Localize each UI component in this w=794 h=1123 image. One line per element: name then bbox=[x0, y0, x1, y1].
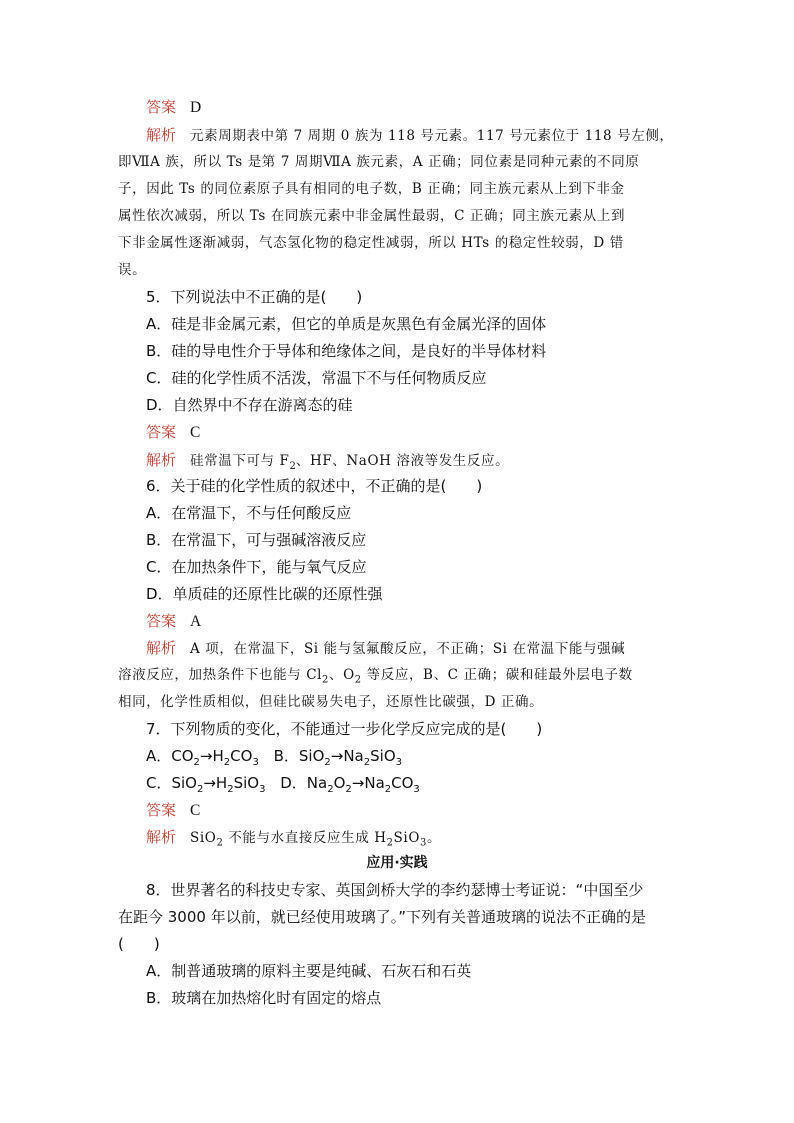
q7-answer-line bbox=[146, 800, 706, 821]
q4-explain-line-1: 解析 元素周期表中第 7 周期 0 族为 118 号元素。117 号元素位于 118 号左侧， bbox=[146, 126, 674, 144]
q6-explain-line-2: 溶液反应，加热条件下也能与 $Cl_2$、$O_2$ 等反应，B、C 正确；碳和硅最外层电子数 bbox=[118, 667, 633, 686]
q5-option-c: C．硅的化学性质不活泼，常温下不与任何物质反应 bbox=[146, 369, 487, 387]
q5-stem: 5．下列说法中不正确的是( ) bbox=[146, 288, 363, 306]
answer-value: A bbox=[190, 613, 202, 630]
section-title: 应用·实践 bbox=[366, 855, 428, 871]
q6-option-d: D．单质硅的还原性比碳的还原性强 bbox=[146, 585, 383, 603]
answer-label: 答案 bbox=[146, 423, 177, 441]
q4-explain-line-2: 即ⅦA 族，所以 Ts 是第 7 周期ⅦA 族元素，A 正确；同位素是同种元素的不同原 bbox=[118, 154, 640, 170]
explain-label: 解析 bbox=[146, 451, 177, 469]
q4-answer-line bbox=[146, 97, 706, 118]
q5-answer-line bbox=[146, 422, 706, 443]
explain-label: 解析 bbox=[146, 639, 177, 657]
answer-value: D bbox=[190, 99, 202, 116]
answer-label: 答案 bbox=[146, 98, 177, 116]
q8-option-b: B．玻璃在加热熔化时有固定的熔点 bbox=[146, 989, 382, 1007]
q5-explain-line: 解析 硅常温下可与 $F_2$、HF、NaOH 溶液等发生反应。 bbox=[146, 451, 510, 473]
answer-value: C bbox=[190, 424, 201, 441]
q6-stem: 6．关于硅的化学性质的叙述中，不正确的是( ) bbox=[146, 477, 483, 495]
q7-options-cd bbox=[146, 773, 706, 800]
answer-value: C bbox=[190, 802, 201, 819]
q6-option-c: C．在加热条件下，能与氧气反应 bbox=[146, 558, 367, 576]
q7-explain-line: 解析 SiO$_2$ 不能与水直接反应生成 $H_2SiO_3$。 bbox=[146, 828, 442, 849]
q6-explain-line-1: 解析 A 项，在常温下，Si 能与氢氟酸反应，不正确；Si 在常温下能与强碱 bbox=[146, 639, 626, 657]
q8-option-a: A．制普通玻璃的原料主要是纯碱、石灰石和石英 bbox=[146, 962, 472, 980]
explain-label: 解析 bbox=[146, 828, 177, 846]
q8-stem-line-2: 在距今 3000 年以前，就已经使用玻璃了。”下列有关普通玻璃的说法不正确的是 bbox=[118, 908, 646, 926]
q4-explain-line-3: 子，因此 Ts 的同位素原子具有相同的电子数，B 正确；同主族元素从上到下非金 bbox=[118, 181, 625, 197]
q4-explain-line-4: 属性依次减弱，所以 Ts 在同族元素中非金属性最弱，C 正确；同主族元素从上到 bbox=[118, 208, 626, 224]
q7-option-d: D．$Na_2O_2\to Na_2CO_3$ bbox=[280, 774, 420, 795]
q6-answer-line bbox=[146, 611, 706, 632]
explain-label: 解析 bbox=[146, 126, 177, 144]
q5-option-d: D．自然界中不存在游离态的硅 bbox=[146, 396, 353, 414]
q7-options-ab bbox=[146, 746, 706, 773]
q6-explain-line-3: 相同，化学性质相似，但硅比碳易失电子，还原性比碳强，D 正确。 bbox=[118, 694, 544, 710]
q6-option-b: B．在常温下，可与强碱溶液反应 bbox=[146, 531, 367, 549]
q5-option-a: A．硅是非金属元素，但它的单质是灰黑色有金属光泽的固体 bbox=[146, 315, 547, 333]
q8-stem-line-3: ( ) bbox=[118, 935, 160, 953]
q7-option-a: A．$CO_2\to H_2CO_3$ bbox=[146, 747, 259, 768]
answer-label: 答案 bbox=[146, 801, 177, 819]
q7-option-b: B．$SiO_2\to Na_2SiO_3$ bbox=[273, 747, 402, 768]
q4-explain-line-5: 下非金属性逐渐减弱，气态氢化物的稳定性减弱，所以 HTs 的稳定性较弱，D 错 bbox=[118, 235, 624, 251]
q6-option-a: A．在常温下，不与任何酸反应 bbox=[146, 504, 352, 522]
answer-label: 答案 bbox=[146, 612, 177, 630]
q7-option-c: C．$SiO_2\to H_2SiO_3$ bbox=[146, 774, 266, 795]
q7-stem: 7．下列物质的变化，不能通过一步化学反应完成的是( ) bbox=[146, 720, 543, 738]
q4-explain-line-6: 误。 bbox=[118, 262, 147, 278]
q5-option-b: B．硅的导电性介于导体和绝缘体之间，是良好的半导体材料 bbox=[146, 342, 547, 360]
q8-stem-line-1: 8．世界著名的科技史专家、英国剑桥大学的李约瑟博士考证说：“中国至少 bbox=[146, 881, 644, 899]
